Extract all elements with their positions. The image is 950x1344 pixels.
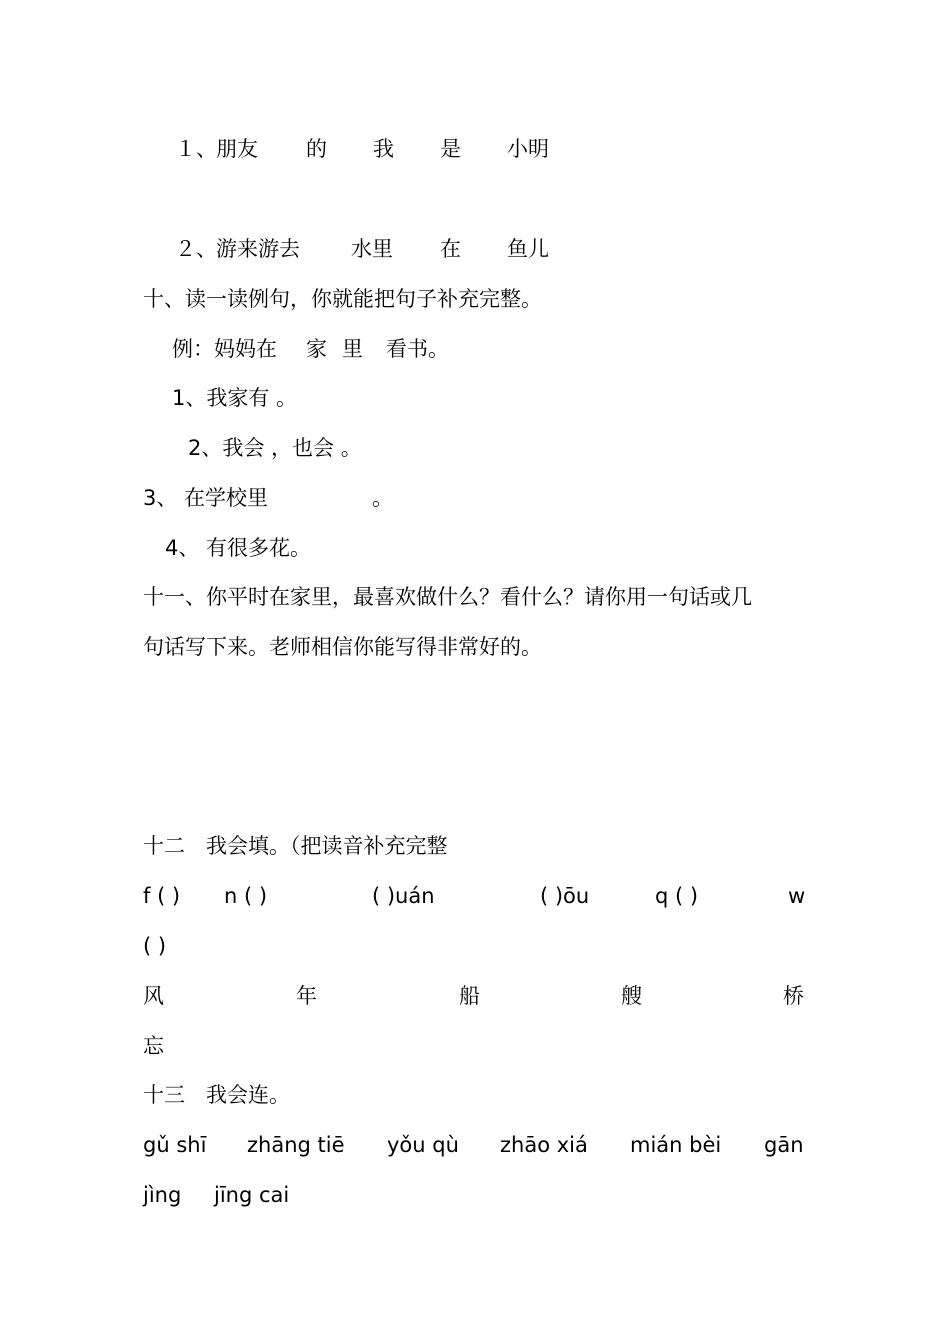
q12-pinyin-blank: ( )ōu — [540, 884, 590, 908]
q10-example-word: 看书。 — [386, 337, 449, 361]
q9-item-2-word: 鱼儿 — [507, 237, 549, 261]
q12-title: 十二 我会填。（把读音补充完整 — [143, 834, 448, 858]
q12-char: 船 — [459, 984, 480, 1008]
q12-char: 桥 — [783, 984, 804, 1008]
q9-item-2-word: 水里 — [351, 237, 393, 261]
q9-item-2-number: ２、 — [175, 237, 217, 261]
q9-item-2-word: 游来游去 — [216, 237, 300, 261]
q12-char: 艘 — [621, 984, 642, 1008]
q10-example-word: 家 — [306, 337, 327, 361]
q10-example-label: 例：妈妈在 — [172, 337, 277, 361]
q9-item-1-word: 小明 — [507, 137, 549, 161]
q12-char-wrap: 忘 — [143, 1034, 164, 1058]
q9-item-1-word: 我 — [373, 137, 394, 161]
q10-sentence-3-end: 。 — [372, 486, 393, 510]
q10-sentence-4: 4、 有很多花。 — [165, 536, 312, 560]
q13-pinyin-word: jìng — [143, 1183, 182, 1207]
q13-pinyin-word: jīng cai — [214, 1183, 290, 1207]
q12-char: 风 — [143, 984, 164, 1008]
q13-pinyin-word: zhāng tiē — [247, 1133, 345, 1157]
q12-pinyin-blank: ( )uán — [372, 884, 435, 908]
q10-sentence-1: 1、我家有 。 — [172, 386, 298, 410]
q10-sentence-3: 3、 在学校里 — [143, 486, 269, 510]
q12-char: 年 — [296, 984, 317, 1008]
q12-pinyin-blank: f ( ) — [143, 884, 181, 908]
q13-pinyin-word: yǒu qù — [387, 1133, 459, 1157]
q9-item-1-word: 的 — [306, 137, 327, 161]
q10-sentence-2: 2、我会 ，也会 。 — [188, 436, 362, 460]
q10-example-word: 里 — [342, 337, 363, 361]
q10-title: 十、读一读例句，你就能把句子补充完整。 — [143, 287, 542, 311]
q13-pinyin-word: mián bèi — [630, 1133, 722, 1157]
q9-item-2-word: 在 — [440, 237, 461, 261]
q9-item-1-word: 是 — [440, 137, 461, 161]
q9-item-1-word: 朋友 — [216, 137, 258, 161]
q12-pinyin-blank: q ( ) — [655, 884, 699, 908]
q13-title: 十三 我会连。 — [143, 1083, 290, 1107]
q12-pinyin-wrap: ( ) — [143, 934, 167, 958]
q13-pinyin-word: zhāo xiá — [500, 1133, 588, 1157]
q12-pinyin-blank: w — [788, 884, 806, 908]
q13-pinyin-word: gān — [764, 1133, 804, 1157]
q11-line-1: 十一、你平时在家里，最喜欢做什么？看什么？请你用一句话或几 — [143, 585, 752, 609]
q9-item-1-number: １、 — [175, 137, 217, 161]
q12-pinyin-blank: n ( ) — [224, 884, 268, 908]
q13-pinyin-word: gǔ shī — [143, 1133, 207, 1157]
q11-line-2: 句话写下来。老师相信你能写得非常好的。 — [143, 635, 542, 659]
